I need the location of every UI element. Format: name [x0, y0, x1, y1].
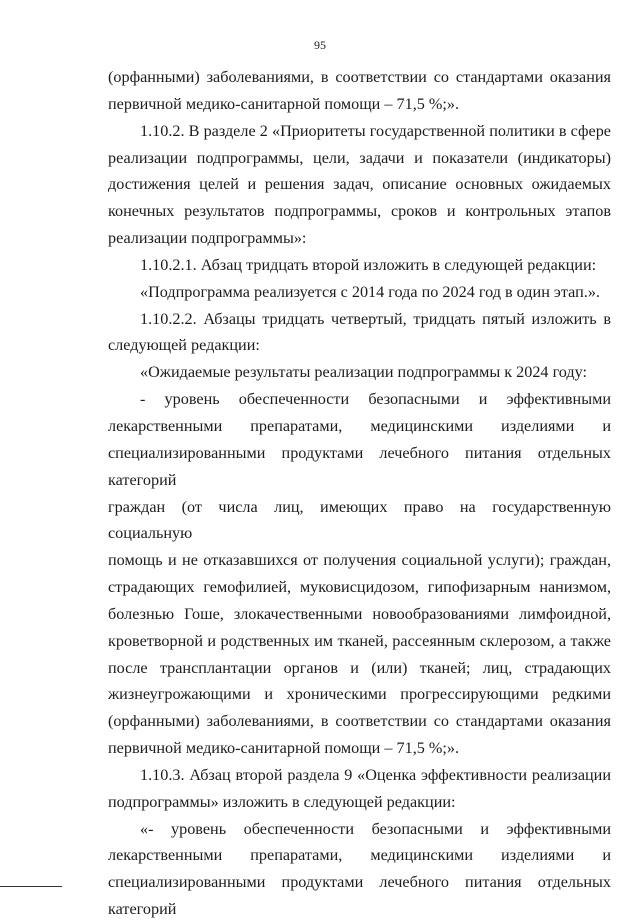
- text-line: (орфанными) заболеваниями, в соответствии со стандартами оказания: [108, 712, 611, 731]
- document-body: [108, 64, 611, 923]
- text-line: подпрограммы» изложить в следующей редакции:: [108, 792, 456, 811]
- text-line: первичной медико-санитарной помощи – 71,5 %;».: [108, 739, 460, 758]
- text-line: болезнью Гоше, злокачественными новообразованиями лимфоидной,: [108, 604, 611, 623]
- text-line: конечных результатов подпрограммы, сроков и контрольных этапов: [108, 202, 611, 221]
- text-line: после трансплантации органов и (или) тканей; лиц, страдающих: [108, 658, 611, 677]
- text-line: страдающих гемофилией, муковисцидозом, гипофизарным нанизмом,: [108, 578, 611, 597]
- page-number: 95: [314, 38, 326, 52]
- text-line: 1.10.2.2. Абзацы тридцать четвертый, тридцать пятый изложить в: [140, 309, 611, 328]
- text-line: жизнеугрожающими и хроническими прогрессирующими редкими: [108, 685, 611, 704]
- text-line: кроветворной и родственных им тканей, рассеянным склерозом, а также: [108, 631, 611, 650]
- text-line: следующей редакции:: [108, 336, 260, 355]
- text-line: граждан (от числа лиц, имеющих право на государственную социальную: [108, 497, 611, 543]
- text-line: «- уровень обеспеченности безопасными и эффективными: [140, 819, 611, 838]
- text-line: - уровень обеспеченности безопасными и эффективными: [140, 390, 611, 409]
- text-line: первичной медико-санитарной помощи – 71,5 %;».: [108, 94, 460, 113]
- text-line: реализации подпрограммы, цели, задачи и показатели (индикаторы): [108, 148, 611, 167]
- text-line: 1.10.3. Абзац второй раздела 9 «Оценка эффективности реализации: [140, 765, 611, 784]
- text-line: лекарственными препаратами, медицинскими изделиями и: [108, 846, 611, 865]
- text-line: 1.10.2.1. Абзац тридцать второй изложить в следующей редакции:: [140, 255, 597, 274]
- text-line: специализированными продуктами лечебного питания отдельных категорий: [108, 873, 611, 919]
- text-line: «Ожидаемые результаты реализации подпрограммы к 2024 году:: [140, 363, 588, 382]
- footnote-divider: [0, 886, 62, 887]
- text-line: лекарственными препаратами, медицинскими изделиями и: [108, 416, 611, 435]
- text-line: помощь и не отказавшихся от получения социальной услуги); граждан,: [108, 551, 611, 570]
- text-line: реализации подпрограммы»:: [108, 229, 307, 248]
- text-line: специализированными продуктами лечебного питания отдельных категорий: [108, 443, 611, 489]
- text-line: «Подпрограмма реализуется с 2014 года по 2024 год в один этап.».: [140, 282, 600, 301]
- text-line: 1.10.2. В разделе 2 «Приоритеты государственной политики в сфере: [140, 121, 611, 140]
- text-line: (орфанными) заболеваниями, в соответствии со стандартами оказания: [108, 68, 611, 86]
- text-line: достижения целей и решения задач, описание основных ожидаемых: [108, 175, 611, 194]
